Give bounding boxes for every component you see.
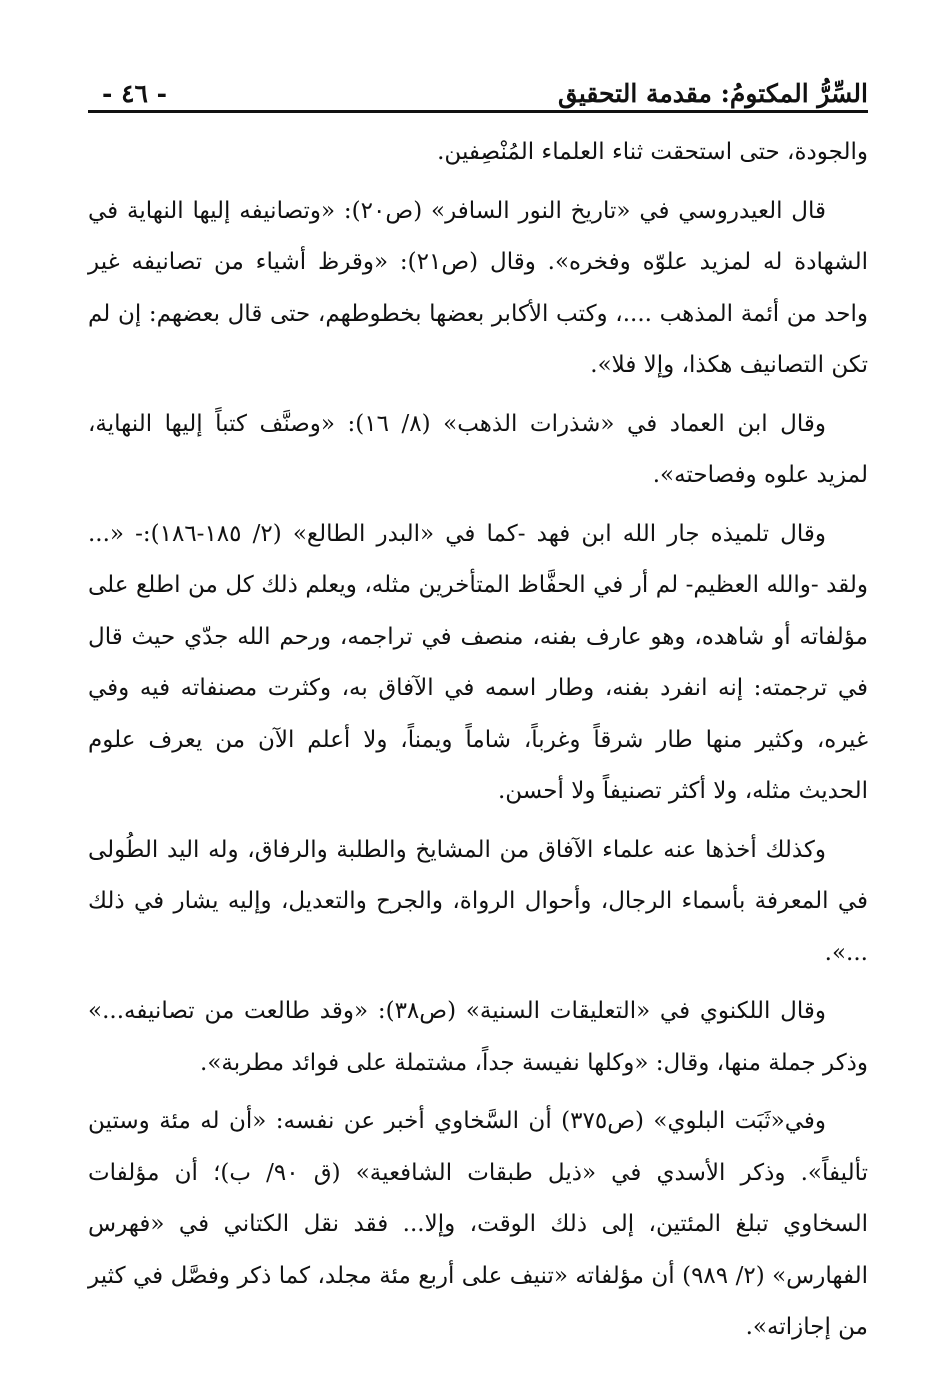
paragraph: قال العيدروسي في «تاريخ النور السافر» (ص٢٠): «وتصانيفه إليها النهاية في الشهادة له لمزيد علوّه وفخره». وقال (ص٢١): «وقرظ أشياء من تصانيفه غير واحد من أئمة المذهب ....، وكتب الأكابر بعضها بخطوطهم، حتى قال بعضهم: إن لم تكن التصانيف هكذا، وإلا فلا».	[88, 197, 868, 378]
paragraph: وفي«ثَبَت البلوي» (ص٣٧٥) أن السَّخاوي أخبر عن نفسه: «أن له مئة وستين تأليفاً». وذكر الأسدي في «ذيل طبقات الشافعية» (ق ٩٠/ ب)؛ أن مؤلفات السخاوي تبلغ المئتين، إلى ذلك الوقت، وإلا... فقد نقل الكتاني في «فهرس الفهارس» (٢/ ٩٨٩) أن مؤلفاته «تنيف على أربع مئة مجلد، كما ذكر وفصَّل في كثير من إجازاته».	[88, 1108, 869, 1340]
running-title: السِّرُّ المكتومُ: مقدمة التحقيق	[558, 79, 868, 108]
paragraph: وقال تلميذه جار الله ابن فهد -كما في «البدر الطالع» (٢/ ١٨٥-١٨٦):- «... ولقد -والله العظيم- لم أر في الحفَّاظ المتأخرين مثله، ويعلم ذلك كل من اطلع على مؤلفاته أو شاهده، وهو عارف بفنه، منصف في تراجمه، ورحم الله جدّي حيث قال في ترجمته: إنه انفرد بفنه، وطار اسمه في الآفاق به، وكثرت مصنفاته فيه وفي غيره، وكثير منها طار شرقاً وغرباً، شاماً ويمناً، ولا أعلم الآن من يعرف علوم الحديث مثله، ولا أكثر تصنيفاً ولا أحسن.	[88, 520, 868, 804]
paragraph: وقال اللكنوي في «التعليقات السنية» (ص٣٨): «وقد طالعت من تصانيفه...» وذكر جملة منها، وقال: «وكلها نفيسة جداً، مشتملة على فوائد مطربة».	[88, 998, 868, 1076]
book-page	[88, 66, 868, 1361]
body-text	[88, 127, 868, 1354]
running-header	[88, 66, 868, 113]
paragraph: وكذلك أخذها عنه علماء الآفاق من المشايخ والطلبة والرفاق، وله اليد الطُولى في المعرفة بأسماء الرجال، وأحوال الرواة، والجرح والتعديل، وإليه يشار في ذلك ...».	[88, 836, 868, 966]
paragraph: والجودة، حتى استحقت ثناء العلماء المُنْصِفين.	[437, 139, 868, 165]
page-number: - ٤٦ -	[102, 79, 168, 108]
paragraph: وقال ابن العماد في «شذرات الذهب» (٨/ ١٦): «وصنَّف كتباً إليها النهاية، لمزيد علوه وفصاحته».	[88, 410, 868, 488]
